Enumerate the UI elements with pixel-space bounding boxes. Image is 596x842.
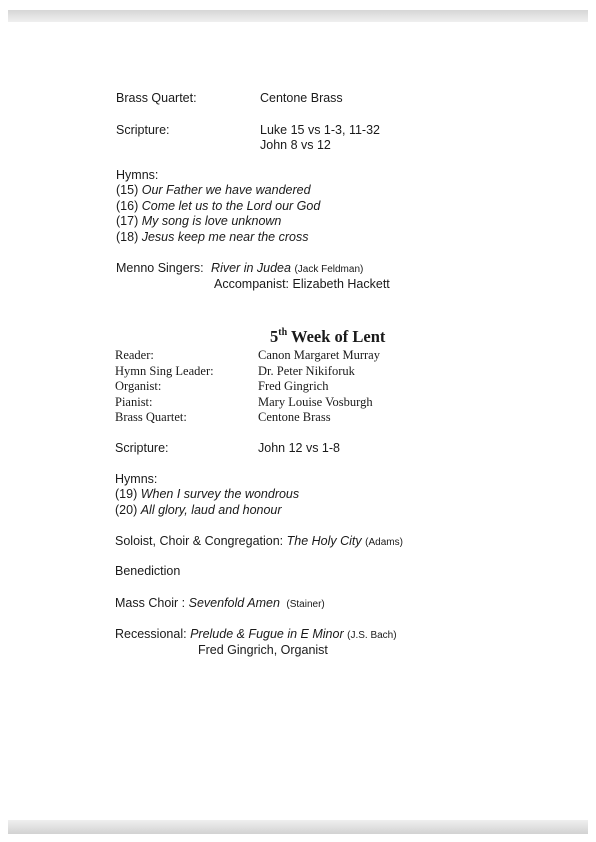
mass-choir-label: Mass Choir : bbox=[115, 596, 186, 610]
hymn-title: Our Father we have wandered bbox=[141, 183, 311, 197]
heading-suffix: th bbox=[278, 327, 288, 338]
scripture-line-1: Luke 15 vs 1-3, 11-32 bbox=[260, 123, 380, 137]
mass-choir-line bbox=[115, 596, 325, 612]
scan-top-edge bbox=[8, 10, 588, 22]
hymn-item bbox=[115, 487, 299, 502]
scripture-value-2: John 12 vs 1-8 bbox=[258, 441, 340, 455]
recessional-line bbox=[115, 627, 397, 643]
hymn-item bbox=[116, 199, 320, 214]
scripture-label: Scripture: bbox=[116, 123, 170, 137]
brass-quartet-label: Brass Quartet: bbox=[116, 91, 197, 105]
hymn-title: Come let us to the Lord our God bbox=[141, 199, 321, 213]
scripture-label-2: Scripture: bbox=[115, 441, 169, 455]
mass-choir-piece: Sevenfold Amen bbox=[188, 596, 280, 610]
benediction: Benediction bbox=[115, 564, 181, 578]
recessional-composer: (J.S. Bach) bbox=[347, 630, 397, 641]
hymn-item bbox=[116, 183, 311, 198]
hymn-number: (17) bbox=[116, 214, 139, 228]
hymn-item bbox=[116, 230, 308, 245]
recessional-piece: Prelude & Fugue in E Minor bbox=[190, 627, 344, 641]
role-value-brass-quartet: Centone Brass bbox=[258, 410, 331, 424]
hymn-number: (18) bbox=[116, 230, 139, 244]
hymn-number: (15) bbox=[116, 183, 139, 197]
role-label-pianist: Pianist: bbox=[115, 395, 153, 409]
hymn-number: (20) bbox=[115, 503, 138, 517]
role-label-brass-quartet: Brass Quartet: bbox=[115, 410, 187, 424]
hymns-label-2: Hymns: bbox=[115, 472, 158, 486]
hymns-label: Hymns: bbox=[116, 168, 159, 182]
brass-quartet-value: Centone Brass bbox=[260, 91, 343, 105]
role-label-organist: Organist: bbox=[115, 379, 162, 393]
soloist-composer: (Adams) bbox=[365, 537, 403, 548]
menno-singers-label: Menno Singers: bbox=[116, 261, 204, 275]
menno-singers-line bbox=[116, 261, 363, 277]
heading-number: 5 bbox=[270, 327, 279, 346]
hymn-number: (19) bbox=[115, 487, 138, 501]
role-value-reader: Canon Margaret Murray bbox=[258, 348, 380, 362]
menno-singers-composer: (Jack Feldman) bbox=[294, 264, 364, 275]
hymn-item bbox=[116, 214, 281, 229]
scan-bottom-edge bbox=[8, 820, 588, 834]
scripture-line-2: John 8 vs 12 bbox=[260, 138, 331, 152]
role-label-reader: Reader: bbox=[115, 348, 154, 362]
accompanist-line: Accompanist: Elizabeth Hackett bbox=[214, 277, 390, 291]
recessional-label: Recessional: bbox=[115, 627, 187, 641]
hymn-title: Jesus keep me near the cross bbox=[141, 230, 309, 244]
role-value-hymn-sing-leader: Dr. Peter Nikiforuk bbox=[258, 364, 355, 378]
hymn-title: All glory, laud and honour bbox=[140, 503, 282, 517]
soloist-label: Soloist, Choir & Congregation: bbox=[115, 534, 284, 548]
role-value-organist: Fred Gingrich bbox=[258, 379, 329, 393]
hymn-title: When I survey the wondrous bbox=[140, 487, 300, 501]
hymn-title: My song is love unknown bbox=[141, 214, 282, 228]
soloist-piece: The Holy City bbox=[286, 534, 362, 548]
mass-choir-composer: (Stainer) bbox=[286, 599, 325, 610]
recessional-organist: Fred Gingrich, Organist bbox=[198, 643, 328, 657]
hymn-number: (16) bbox=[116, 199, 139, 213]
heading-text: Week of Lent bbox=[290, 327, 386, 346]
role-value-pianist: Mary Louise Vosburgh bbox=[258, 395, 373, 409]
menno-singers-piece: River in Judea bbox=[211, 261, 291, 275]
soloist-line bbox=[115, 534, 403, 550]
role-label-hymn-sing-leader: Hymn Sing Leader: bbox=[115, 364, 214, 378]
hymn-item bbox=[115, 503, 282, 518]
section-heading bbox=[270, 327, 385, 347]
